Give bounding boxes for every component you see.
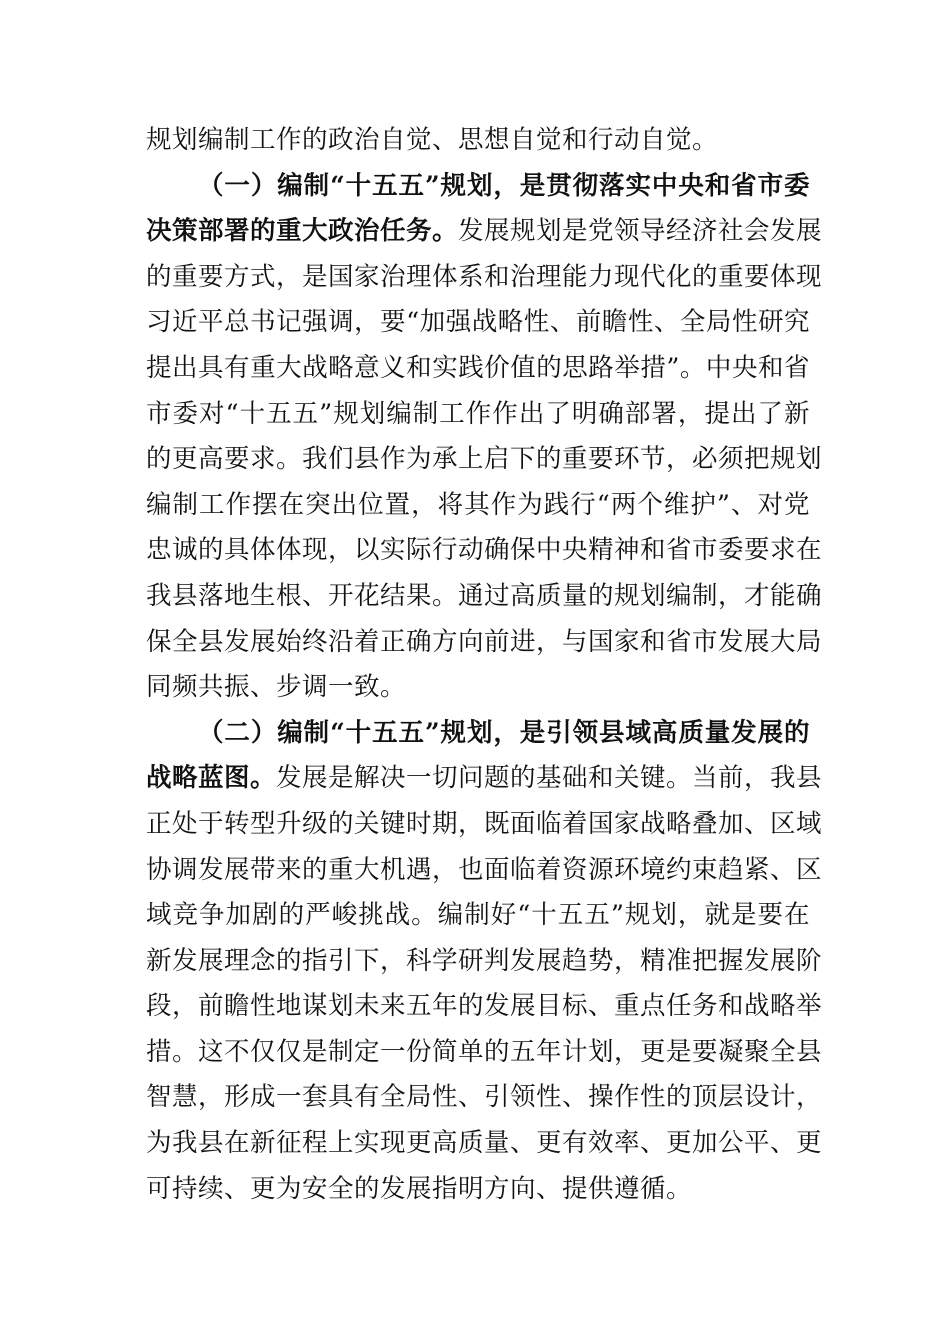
text-segment: 提出具有重大战略意义和实践价值的思路举措”。中央和省 [146, 352, 810, 383]
text-segment: 保全县发展始终沿着正确方向前进，与国家和省市发展大局 [146, 626, 823, 657]
text-line [146, 300, 810, 346]
text-segment: 为我县在新征程上实现更高质量、更有效率、更加公平、更 [146, 1128, 823, 1159]
text-segment: 正处于转型升级的关键时期，既面临着国家战略叠加、区域 [146, 808, 823, 839]
text-segment: 段，前瞻性地谋划未来五年的发展目标、重点任务和战略举 [146, 991, 823, 1022]
text-segment: 同频共振、步调一致。 [146, 672, 407, 703]
section-heading-text: 决策部署的重大政治任务。 [146, 216, 459, 247]
text-segment: 发展是解决一切问题的基础和关键。当前，我县 [276, 763, 823, 794]
text-line [146, 1075, 823, 1121]
text-segment: 编制工作摆在突出位置，将其作为践行“两个维护”、对党 [146, 489, 810, 520]
text-line [146, 984, 823, 1030]
text-line [146, 1121, 823, 1167]
text-segment: 协调发展带来的重大机遇，也面临着资源环境约束趋紧、区 [146, 854, 823, 885]
text-line [146, 346, 810, 392]
text-line [146, 1030, 823, 1076]
section-heading-line [146, 711, 810, 757]
text-segment: 可持续、更为安全的发展指明方向、提供遵循。 [146, 1173, 693, 1204]
text-segment: 智慧，形成一套具有全局性、引领性、操作性的顶层设计， [146, 1082, 823, 1113]
section-heading-text: 战略蓝图。 [146, 763, 277, 794]
text-line [146, 209, 823, 255]
text-line [146, 665, 810, 711]
section-heading-text: （二）编制“十五五”规划，是引领县域高质量发展的 [198, 717, 810, 748]
text-segment: 市委对“十五五”规划编制工作作出了明确部署，提出了新 [146, 398, 810, 429]
text-line [146, 848, 823, 894]
text-segment: 我县落地生根、开花结果。通过高质量的规划编制，才能确 [146, 580, 823, 611]
text-segment: 措。这不仅仅是制定一份简单的五年计划，更是要凝聚全县 [146, 1036, 823, 1067]
text-segment: 的更高要求。我们县作为承上启下的重要环节，必须把规划 [146, 444, 823, 475]
text-segment: 规划编制工作的政治自觉、思想自觉和行动自觉。 [146, 125, 719, 155]
text-segment: 新发展理念的指引下，科学研判发展趋势，精准把握发展阶 [146, 945, 823, 976]
document-body [146, 118, 823, 1212]
text-segment: 忠诚的具体体现，以实际行动确保中央精神和省市委要求在 [146, 535, 823, 566]
text-segment: 域竞争加剧的严峻挑战。编制好“十五五”规划，就是要在 [146, 900, 810, 931]
text-line [146, 893, 810, 939]
text-line [146, 255, 823, 301]
text-segment: 发展规划是党领导经济社会发展 [458, 216, 823, 247]
text-segment: 习近平总书记强调，要“加强战略性、前瞻性、全局性研究 [146, 307, 810, 338]
text-line [146, 574, 823, 620]
text-line [146, 437, 823, 483]
text-line [146, 756, 823, 802]
text-segment: 的重要方式，是国家治理体系和治理能力现代化的重要体现 [146, 261, 823, 292]
text-line [146, 1167, 810, 1213]
text-line [146, 802, 823, 848]
text-line [146, 483, 810, 529]
text-line [146, 939, 823, 985]
section-heading-text: （一）编制“十五五”规划，是贯彻落实中央和省市委 [198, 170, 810, 201]
text-line [146, 118, 810, 164]
section-heading-line [146, 164, 810, 210]
text-line [146, 620, 823, 666]
text-line [146, 392, 810, 438]
text-line [146, 528, 823, 574]
